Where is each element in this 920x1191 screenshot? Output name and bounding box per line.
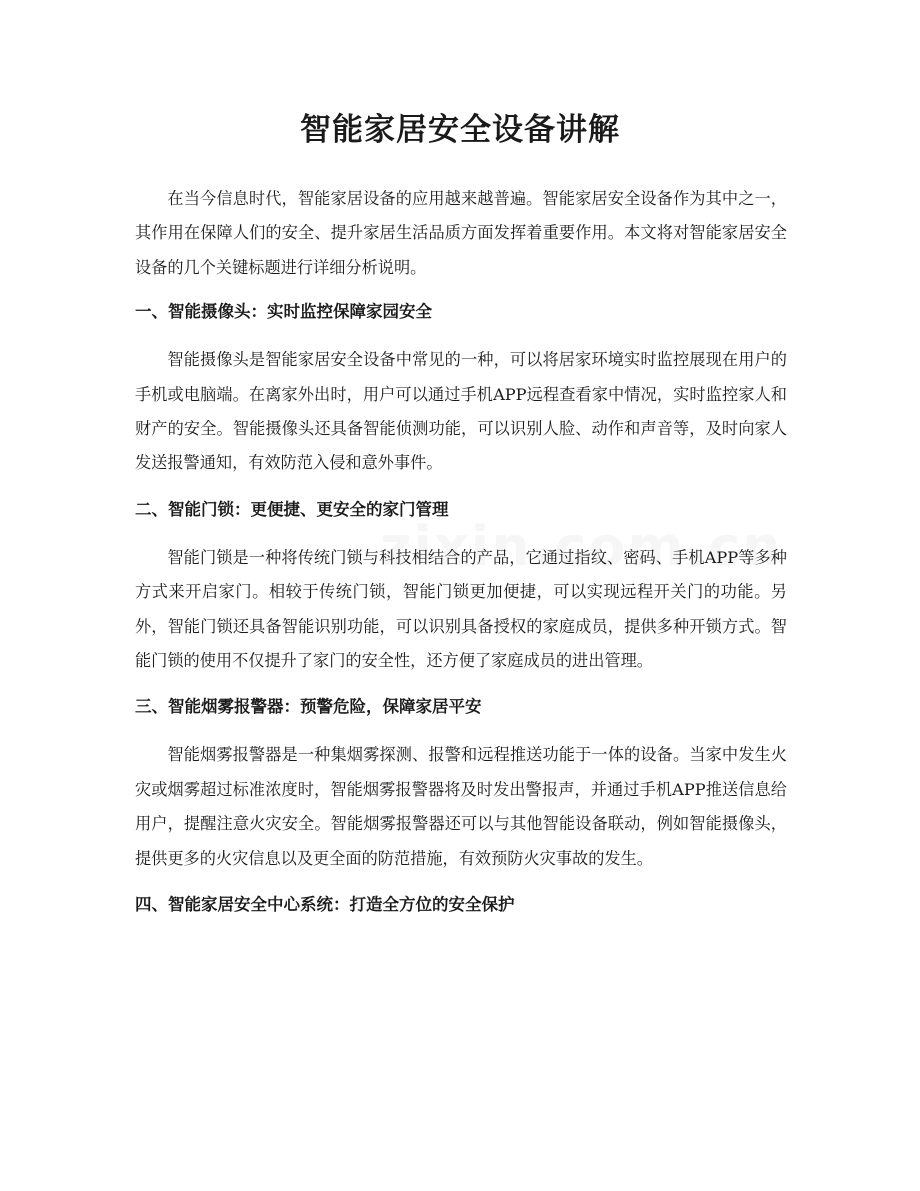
intro-paragraph: 在当今信息时代，智能家居设备的应用越来越普遍。智能家居安全设备作为其中之一，其作用在保障人们的安全、提升家居生活品质方面发挥着重要作用。本文将对智能家居安全设备的几个关键标题进行详细分析说明。 [135, 189, 787, 277]
section-paragraph: 智能烟雾报警器是一种集烟雾探测、报警和远程推送功能于一体的设备。当家中发生火灾或烟雾超过标准浓度时，智能烟雾报警器将及时发出警报声，并通过手机APP推送信息给用户，提醒注意火灾安全。智能烟雾报警器还可以与其他智能设备联动，例如智能摄像头，提供更多的火灾信息以及更全面的防范措施，有效预防火灾事故的发生。 [135, 745, 787, 868]
document-title: 智能家居安全设备讲解 [300, 112, 620, 148]
section-security-center [135, 888, 787, 922]
section-smoke-alarm [135, 690, 787, 876]
section-door-lock [135, 493, 787, 679]
section-paragraph: 智能门锁是一种将传统门锁与科技相结合的产品，它通过指纹、密码、手机APP等多种方式来开启家门。相较于传统门锁，智能门锁更加便捷，可以实现远程开关门的功能。另外，智能门锁还具备智能识别功能，可以识别具备授权的家庭成员，提供多种开锁方式。智能门锁的使用不仅提升了家门的安全性，还方便了家庭成员的进出管理。 [135, 547, 787, 671]
section-heading: 二、智能门锁：更便捷、更安全的家门管理 [135, 499, 449, 519]
section-camera [135, 295, 787, 481]
section-heading: 三、智能烟雾报警器：预警危险，保障家居平安 [135, 697, 482, 717]
document-body [135, 182, 787, 922]
section-heading: 一、智能摄像头：实时监控保障家园安全 [135, 302, 432, 322]
section-heading: 四、智能家居安全中心系统：打造全方位的安全保护 [135, 895, 515, 915]
section-paragraph: 智能摄像头是智能家居安全设备中常见的一种，可以将居家环境实时监控展现在用户的手机或电脑端。在离家外出时，用户可以通过手机APP远程查看家中情况，实时监控家人和财产的安全。智能摄像头还具备智能侦测功能，可以识别人脸、动作和声音等，及时向家人发送报警通知，有效防范入侵和意外事件。 [135, 350, 787, 473]
